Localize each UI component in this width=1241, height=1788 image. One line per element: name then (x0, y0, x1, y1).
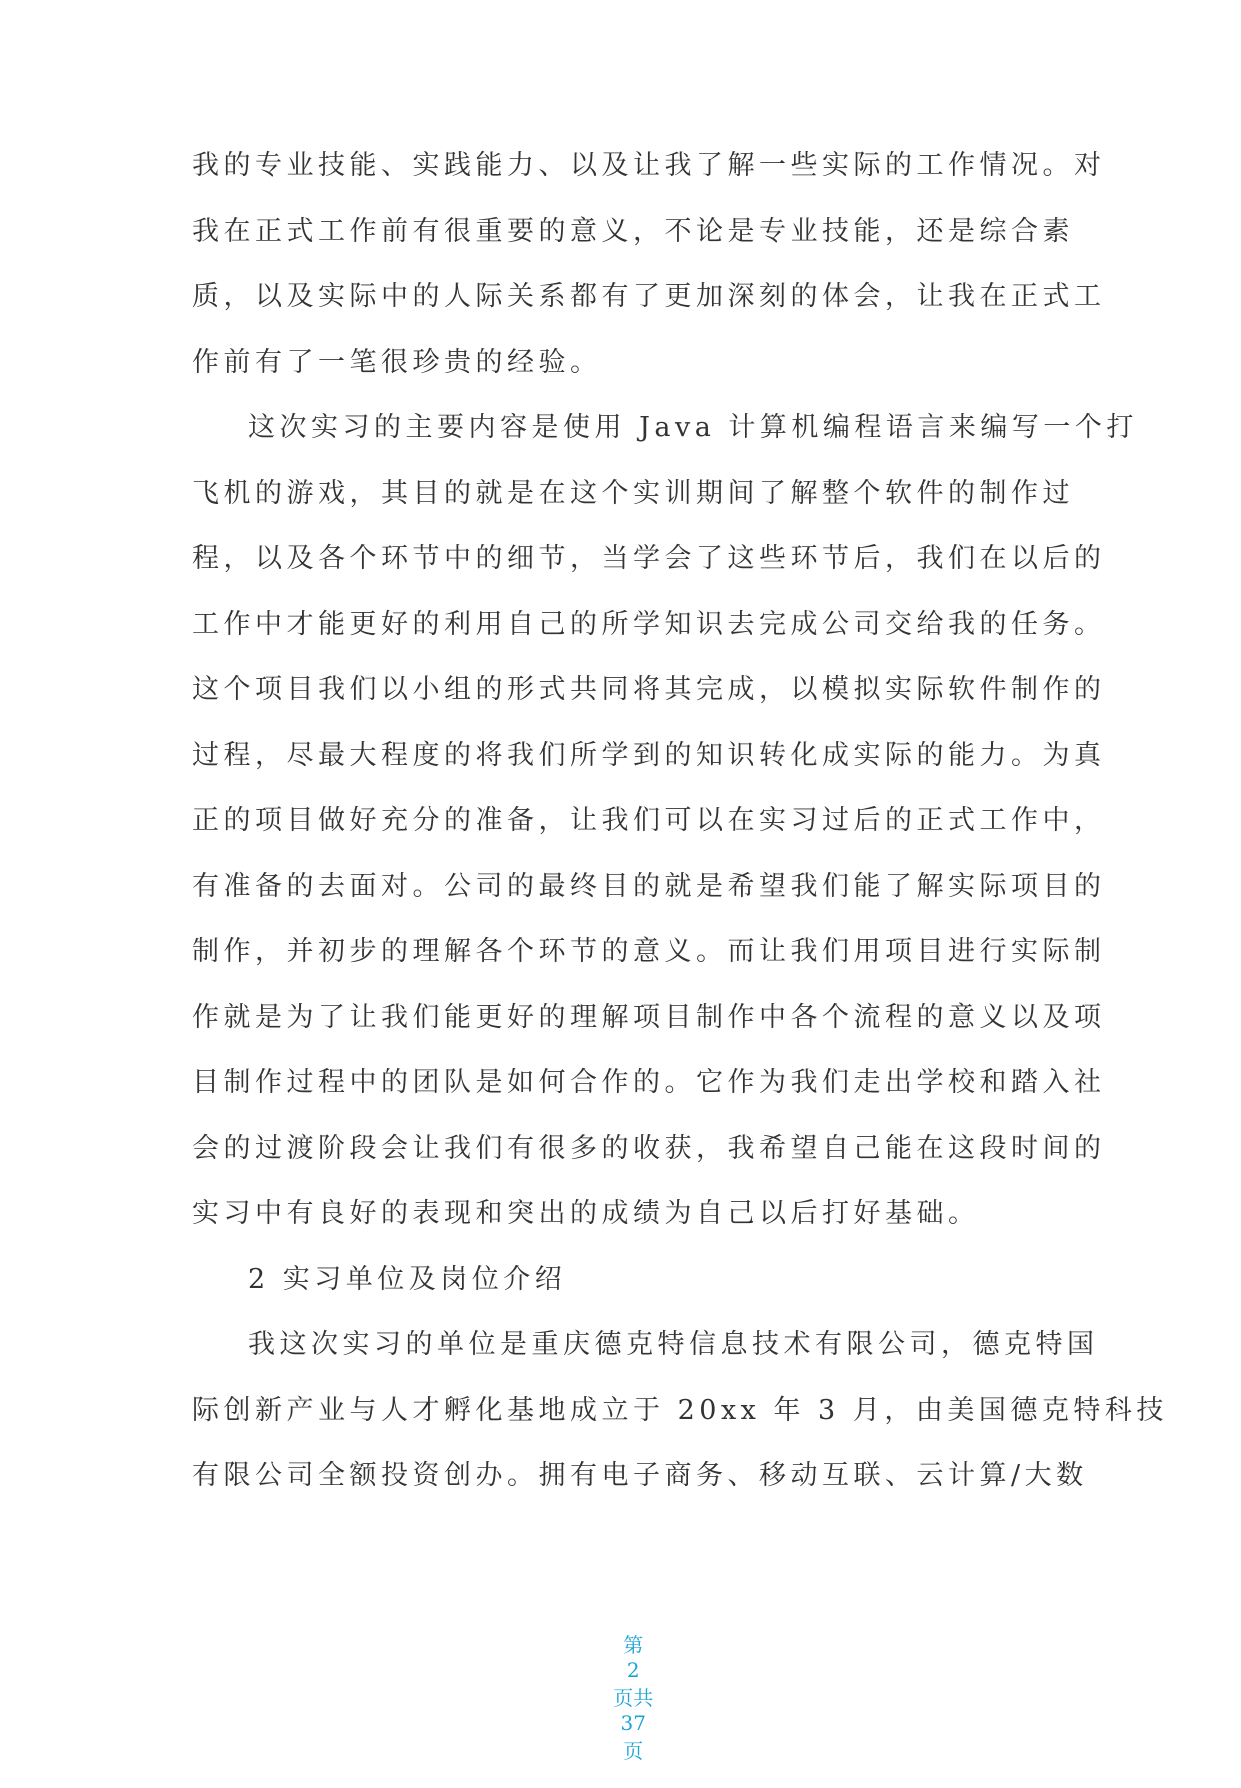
paragraph-line: 会的过渡阶段会让我们有很多的收获，我希望自己能在这段时间的 (192, 1132, 1106, 1164)
page-footer (0, 1605, 1241, 1788)
section-heading: 2 实习单位及岗位介绍 (248, 1263, 567, 1295)
paragraph-line: 我这次实习的单位是重庆德克特信息技术有限公司，德克特国 (248, 1329, 1099, 1360)
paragraph-line: 目制作过程中的团队是如何合作的。它作为我们走出学校和踏入社 (192, 1067, 1106, 1098)
paragraph-line: 有限公司全额投资创办。拥有电子商务、移动互联、云计算/大数 (192, 1460, 1088, 1491)
current-page-number: 2 (626, 1658, 640, 1682)
paragraph-line: 有准备的去面对。公司的最终目的就是希望我们能了解实际项目的 (192, 870, 1106, 902)
paragraph-line: 这次实习的主要内容是使用 Java 计算机编程语言来编写一个打 (248, 412, 1138, 443)
paragraph-line: 飞机的游戏，其目的就是在这个实训期间了解整个软件的制作过 (192, 477, 1074, 509)
paragraph-line: 我的专业技能、实践能力、以及让我了解一些实际的工作情况。对 (192, 150, 1106, 181)
footer-middle: 页共 (613, 1686, 654, 1710)
paragraph-line: 作前有了一笔很珍贵的经验。 (192, 346, 602, 378)
paragraph-line: 实习中有良好的表现和突出的成绩为自己以后打好基础。 (192, 1198, 980, 1229)
footer-prefix: 第 (623, 1633, 644, 1657)
paragraph-line: 我在正式工作前有很重要的意义，不论是专业技能，还是综合素 (192, 215, 1074, 247)
document-body (192, 133, 1168, 1509)
paragraph-line: 制作，并初步的理解各个环节的意义。而让我们用项目进行实际制 (192, 936, 1106, 967)
paragraph-line: 际创新产业与人才孵化基地成立于 20xx 年 3 月，由美国德克特科技 (192, 1394, 1168, 1426)
paragraph-line: 程，以及各个环节中的细节，当学会了这些环节后，我们在以后的 (192, 543, 1106, 574)
paragraph-line: 作就是为了让我们能更好的理解项目制作中各个流程的意义以及项 (192, 1001, 1106, 1033)
paragraph-line: 质，以及实际中的人际关系都有了更加深刻的体会，让我在正式工 (192, 281, 1106, 312)
paragraph-line: 正的项目做好充分的准备，让我们可以在实习过后的正式工作中， (192, 805, 1106, 836)
total-page-count: 37 (620, 1711, 646, 1735)
paragraph-line: 过程，尽最大程度的将我们所学到的知识转化成实际的能力。为真 (192, 739, 1106, 771)
footer-suffix: 页 (623, 1739, 644, 1763)
paragraph-line: 工作中才能更好的利用自己的所学知识去完成公司交给我的任务。 (192, 608, 1106, 640)
paragraph-line: 这个项目我们以小组的形式共同将其完成，以模拟实际软件制作的 (192, 674, 1106, 705)
